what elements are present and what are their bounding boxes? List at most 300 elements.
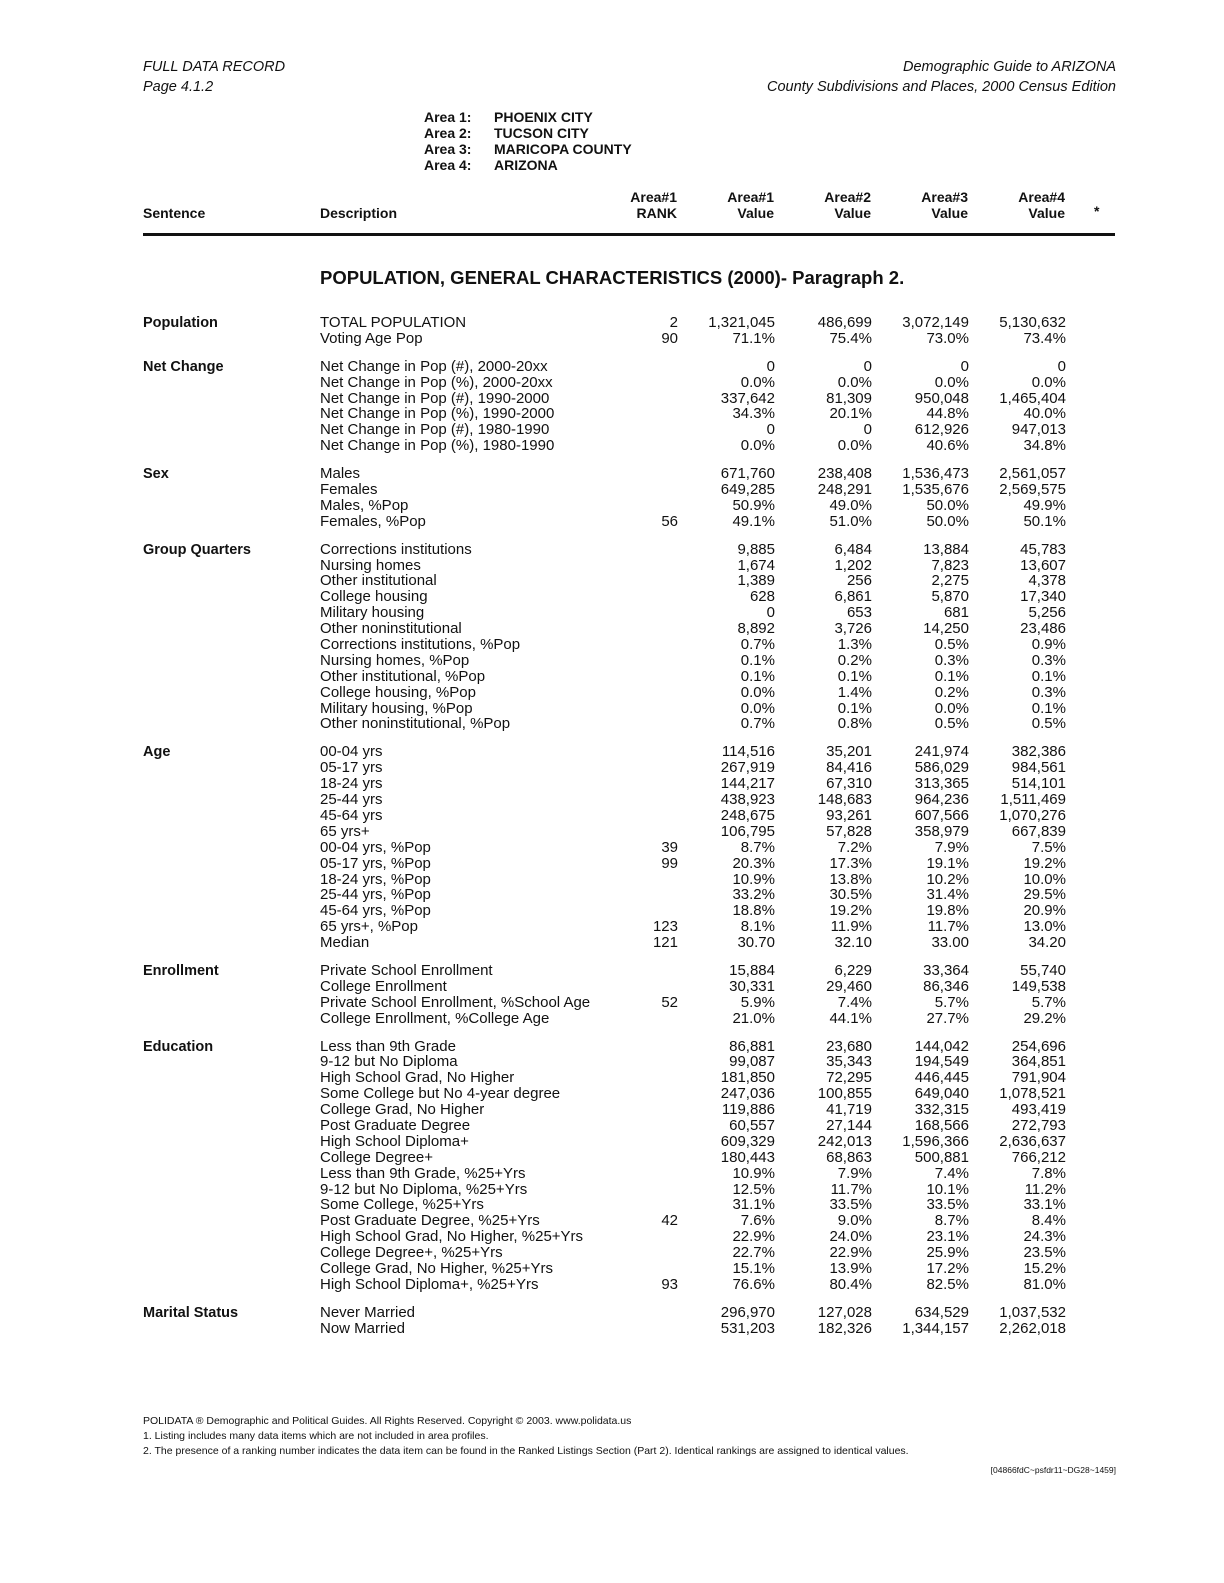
- row-area2-value: 1.3%: [837, 636, 872, 654]
- group-name: Enrollment: [143, 962, 219, 979]
- row-description: Some College, %25+Yrs: [320, 1196, 484, 1214]
- row-description: Net Change in Pop (#), 1980-1990: [320, 421, 550, 439]
- area-label: Area 1:: [424, 109, 472, 125]
- row-area1-value: 20.3%: [732, 854, 775, 872]
- row-area1-value: 106,795: [720, 822, 775, 840]
- row-area2-value: 6,861: [834, 588, 872, 606]
- row-description: High School Grad, No Higher: [320, 1069, 515, 1087]
- table-row: [0, 1245, 1224, 1261]
- table-row: [0, 824, 1224, 840]
- table-row: [0, 1321, 1224, 1337]
- row-rank: 2: [669, 314, 678, 331]
- row-description: Post Graduate Degree: [320, 1116, 471, 1134]
- row-area1-value: 119,886: [721, 1101, 775, 1119]
- guide-title: Demographic Guide to ARIZONA: [902, 59, 1116, 75]
- row-area2-value: 57,828: [826, 822, 872, 840]
- row-area4-value: 34.8%: [1023, 437, 1066, 455]
- row-area4-value: 0.3%: [1031, 683, 1066, 701]
- row-area3-value: 168,566: [914, 1116, 969, 1134]
- row-area4-value: 667,839: [1011, 822, 1066, 840]
- row-description: 25-44 yrs: [320, 791, 383, 809]
- row-area1-value: 0.1%: [740, 667, 775, 685]
- document-code: [04866fdC~psfdr11~DG28~1459]: [990, 1465, 1116, 1475]
- row-area2-value: 9.0%: [837, 1212, 872, 1230]
- row-area1-value: 50.9%: [732, 496, 775, 514]
- row-area2-value: 19.2%: [829, 902, 872, 920]
- row-area1-value: 0: [766, 357, 775, 375]
- row-area4-value: 4,378: [1028, 572, 1066, 590]
- row-area4-value: 493,419: [1011, 1101, 1066, 1119]
- row-description: Nursing homes, %Pop: [320, 651, 470, 669]
- row-area3-value: 13,884: [923, 540, 969, 558]
- table-row: [0, 701, 1224, 717]
- row-area1-value: 30.70: [737, 934, 775, 952]
- row-area3-value: 0.5%: [934, 715, 969, 733]
- table-row: [0, 1229, 1224, 1245]
- col-area3-bottom: Value: [931, 205, 968, 221]
- row-area1-value: 1,674: [737, 556, 775, 574]
- row-description: Corrections institutions: [320, 540, 472, 558]
- row-area4-value: 40.0%: [1023, 405, 1066, 423]
- area-label: Area 2:: [424, 125, 472, 141]
- row-area1-value: 0.1%: [740, 651, 775, 669]
- table-row: [0, 856, 1224, 872]
- row-area1-value: 296,970: [720, 1303, 775, 1321]
- row-area1-value: 671,760: [720, 465, 775, 483]
- row-area4-value: 0: [1057, 357, 1066, 375]
- table-row: [0, 995, 1224, 1011]
- table-row: [0, 685, 1224, 701]
- row-area2-value: 7.2%: [837, 838, 872, 856]
- row-description: Females, %Pop: [320, 512, 426, 530]
- row-area1-value: 1,321,045: [708, 314, 775, 331]
- row-area1-value: 9,885: [737, 540, 775, 558]
- row-area4-value: 0.1%: [1031, 699, 1066, 717]
- row-area1-value: 33.2%: [732, 886, 775, 904]
- row-area1-value: 0: [766, 604, 775, 622]
- section-title: POPULATION, GENERAL CHARACTERISTICS (2000)- Paragraph 2.: [320, 267, 905, 288]
- page-number: Page 4.1.2: [143, 79, 214, 95]
- row-area1-value: 18.8%: [732, 902, 775, 920]
- row-area4-value: 49.9%: [1023, 496, 1066, 514]
- row-area3-value: 144,042: [914, 1037, 969, 1055]
- data-group: [0, 466, 1224, 530]
- row-area1-value: 337,642: [720, 389, 775, 407]
- row-area2-value: 0.1%: [837, 667, 872, 685]
- row-area3-value: 634,529: [914, 1303, 969, 1321]
- row-area3-value: 332,315: [914, 1101, 969, 1119]
- row-description: College Degree+, %25+Yrs: [320, 1244, 503, 1262]
- row-area3-value: 0.1%: [934, 667, 969, 685]
- col-area2-top: Area#2: [824, 189, 871, 205]
- row-area1-value: 22.7%: [732, 1244, 775, 1262]
- row-rank: 121: [652, 934, 678, 952]
- row-area4-value: 0.5%: [1031, 715, 1066, 733]
- row-description: Other institutional, %Pop: [320, 667, 486, 685]
- row-area2-value: 238,408: [817, 465, 872, 483]
- table-row: [0, 1197, 1224, 1213]
- row-area3-value: 607,566: [914, 806, 969, 824]
- row-area1-value: 10.9%: [732, 1164, 775, 1182]
- row-area2-value: 33.5%: [829, 1196, 872, 1214]
- row-area2-value: 127,028: [817, 1303, 872, 1321]
- row-area2-value: 93,261: [826, 806, 872, 824]
- table-row: [0, 840, 1224, 856]
- row-area3-value: 11.7%: [927, 918, 969, 936]
- group-name: Education: [143, 1038, 214, 1055]
- row-area3-value: 0: [960, 357, 969, 375]
- row-area2-value: 32.10: [834, 934, 872, 952]
- row-area2-value: 248,291: [817, 481, 872, 499]
- row-area3-value: 681: [943, 604, 969, 622]
- row-area1-value: 86,881: [729, 1037, 775, 1055]
- row-description: Private School Enrollment, %School Age: [320, 993, 591, 1011]
- row-area2-value: 11.9%: [830, 918, 872, 936]
- footnote-1: 1. Listing includes many data items which are not included in area profiles.: [143, 1430, 489, 1442]
- row-area3-value: 1,536,473: [902, 465, 969, 483]
- row-area2-value: 35,201: [826, 743, 872, 761]
- row-area4-value: 254,696: [1011, 1037, 1066, 1055]
- row-area4-value: 55,740: [1020, 961, 1066, 979]
- row-rank: 93: [661, 1275, 678, 1293]
- row-area1-value: 99,087: [729, 1053, 775, 1071]
- row-area3-value: 358,979: [914, 822, 969, 840]
- row-area4-value: 1,078,521: [999, 1085, 1066, 1103]
- table-row: [0, 589, 1224, 605]
- page-header-right: [767, 57, 1116, 97]
- row-area2-value: 0.2%: [837, 651, 872, 669]
- row-area1-value: 15.1%: [732, 1259, 775, 1277]
- col-area1-top: Area#1: [727, 189, 774, 205]
- area-row: [424, 125, 632, 141]
- row-area2-value: 0.0%: [837, 373, 872, 391]
- row-area4-value: 23.5%: [1023, 1244, 1066, 1262]
- row-area2-value: 486,699: [817, 314, 872, 331]
- table-row: [0, 903, 1224, 919]
- row-area3-value: 7.9%: [934, 838, 969, 856]
- row-area3-value: 1,535,676: [902, 481, 969, 499]
- row-description: Other noninstitutional: [320, 620, 462, 638]
- table-row: [0, 558, 1224, 574]
- area-legend: [424, 109, 632, 173]
- row-area4-value: 1,465,404: [999, 389, 1066, 407]
- row-area3-value: 40.6%: [926, 437, 969, 455]
- row-description: Males, %Pop: [320, 496, 409, 514]
- row-area3-value: 33,364: [923, 961, 969, 979]
- row-area4-value: 1,511,469: [1000, 791, 1066, 809]
- row-area4-value: 382,386: [1011, 743, 1066, 761]
- table-row: [0, 1118, 1224, 1134]
- area-label: Area 4:: [424, 157, 472, 173]
- row-area2-value: 13.8%: [829, 870, 872, 888]
- row-area3-value: 950,048: [914, 389, 969, 407]
- row-area4-value: 8.4%: [1031, 1212, 1066, 1230]
- row-area2-value: 7.9%: [837, 1164, 872, 1182]
- row-area3-value: 2,275: [931, 572, 969, 590]
- table-row: [0, 1054, 1224, 1070]
- data-group: [0, 359, 1224, 454]
- row-area2-value: 35,343: [826, 1053, 872, 1071]
- row-area2-value: 80.4%: [829, 1275, 872, 1293]
- table-row: [0, 653, 1224, 669]
- row-area4-value: 11.2%: [1024, 1180, 1066, 1198]
- col-note-marker: *: [1094, 203, 1100, 219]
- guide-subtitle: County Subdivisions and Places, 2000 Census Edition: [766, 79, 1116, 95]
- row-area1-value: 22.9%: [732, 1228, 775, 1246]
- row-description: 00-04 yrs: [320, 743, 383, 761]
- row-area4-value: 5,256: [1028, 604, 1066, 622]
- row-area3-value: 31.4%: [926, 886, 969, 904]
- table-row: [0, 1166, 1224, 1182]
- table-row: [0, 637, 1224, 653]
- row-description: 05-17 yrs: [320, 759, 383, 777]
- table-row: [0, 1086, 1224, 1102]
- row-description: College Grad, No Higher: [320, 1101, 485, 1119]
- row-description: 05-17 yrs, %Pop: [320, 854, 431, 872]
- table-row: [0, 1150, 1224, 1166]
- row-area4-value: 5,130,632: [999, 314, 1066, 331]
- row-area4-value: 5.7%: [1031, 993, 1066, 1011]
- col-area3-top: Area#3: [921, 189, 968, 205]
- row-area4-value: 364,851: [1011, 1053, 1066, 1071]
- row-area3-value: 5,870: [931, 588, 969, 606]
- row-description: Military housing: [320, 604, 425, 622]
- row-description: 45-64 yrs, %Pop: [320, 902, 431, 920]
- table-row: [0, 1039, 1224, 1055]
- row-area4-value: 23,486: [1020, 620, 1066, 638]
- row-area3-value: 7,823: [931, 556, 969, 574]
- row-area2-value: 7.4%: [837, 993, 872, 1011]
- row-area2-value: 6,229: [834, 961, 872, 979]
- table-row: [0, 979, 1224, 995]
- table-row: [0, 466, 1224, 482]
- row-area3-value: 33.00: [931, 934, 969, 952]
- row-area3-value: 86,346: [923, 977, 969, 995]
- table-row: [0, 482, 1224, 498]
- row-area3-value: 23.1%: [926, 1228, 969, 1246]
- row-area3-value: 33.5%: [926, 1196, 969, 1214]
- row-description: 9-12 but No Diploma: [320, 1053, 458, 1071]
- row-area1-value: 438,923: [720, 791, 775, 809]
- row-area2-value: 81,309: [826, 389, 872, 407]
- row-area4-value: 29.5%: [1023, 886, 1066, 904]
- row-description: Net Change in Pop (#), 2000-20xx: [320, 357, 548, 375]
- row-area2-value: 20.1%: [829, 405, 872, 423]
- row-area1-value: 21.0%: [732, 1009, 775, 1027]
- row-area2-value: 84,416: [826, 759, 872, 777]
- row-area4-value: 7.5%: [1031, 838, 1066, 856]
- column-headers: [0, 189, 1224, 223]
- row-area2-value: 1.4%: [837, 683, 872, 701]
- row-description: Never Married: [320, 1303, 416, 1321]
- row-area4-value: 29.2%: [1023, 1009, 1066, 1027]
- row-area4-value: 33.1%: [1023, 1196, 1066, 1214]
- row-area3-value: 10.2%: [926, 870, 969, 888]
- row-area4-value: 984,561: [1011, 759, 1066, 777]
- row-area4-value: 13,607: [1020, 556, 1066, 574]
- col-rank-top: Area#1: [630, 189, 677, 205]
- row-area3-value: 14,250: [923, 620, 969, 638]
- row-area3-value: 25.9%: [926, 1244, 969, 1262]
- row-area4-value: 19.2%: [1023, 854, 1066, 872]
- table-row: [0, 1134, 1224, 1150]
- row-area1-value: 0.0%: [740, 437, 775, 455]
- row-description: Corrections institutions, %Pop: [320, 636, 521, 654]
- table-row: [0, 514, 1224, 530]
- row-area4-value: 272,793: [1011, 1116, 1066, 1134]
- row-area1-value: 609,329: [720, 1132, 775, 1150]
- row-area2-value: 0: [863, 357, 872, 375]
- row-description: 18-24 yrs, %Pop: [320, 870, 431, 888]
- copyright-note: POLIDATA ® Demographic and Political Guides. All Rights Reserved. Copyright © 2003. www.polidata.us: [143, 1415, 632, 1427]
- row-area4-value: 15.2%: [1023, 1259, 1066, 1277]
- row-area4-value: 0.9%: [1031, 636, 1066, 654]
- row-area1-value: 8,892: [737, 620, 775, 638]
- row-area2-value: 29,460: [826, 977, 872, 995]
- table-row: [0, 963, 1224, 979]
- table-row: [0, 605, 1224, 621]
- row-description: Other noninstitutional, %Pop: [320, 715, 511, 733]
- row-area1-value: 31.1%: [732, 1196, 775, 1214]
- row-area1-value: 34.3%: [732, 405, 775, 423]
- data-group: [0, 744, 1224, 951]
- row-area4-value: 2,636,637: [999, 1132, 1066, 1150]
- row-description: Net Change in Pop (%), 1980-1990: [320, 437, 555, 455]
- table-row: [0, 406, 1224, 422]
- row-description: 25-44 yrs, %Pop: [320, 886, 431, 904]
- table-row: [0, 1261, 1224, 1277]
- row-area3-value: 50.0%: [926, 512, 969, 530]
- row-area2-value: 13.9%: [829, 1259, 872, 1277]
- row-area1-value: 649,285: [720, 481, 775, 499]
- row-area1-value: 0.7%: [740, 636, 775, 654]
- data-group: [0, 315, 1224, 347]
- row-description: High School Grad, No Higher, %25+Yrs: [320, 1228, 584, 1246]
- row-description: Net Change in Pop (%), 1990-2000: [320, 405, 555, 423]
- row-description: 9-12 but No Diploma, %25+Yrs: [320, 1180, 528, 1198]
- row-area1-value: 8.1%: [740, 918, 775, 936]
- row-area4-value: 34.20: [1028, 934, 1066, 952]
- row-rank: 52: [661, 993, 678, 1011]
- row-area1-value: 7.6%: [740, 1212, 775, 1230]
- row-area1-value: 531,203: [720, 1319, 775, 1337]
- row-area4-value: 24.3%: [1023, 1228, 1066, 1246]
- row-area3-value: 194,549: [914, 1053, 969, 1071]
- row-area3-value: 5.7%: [934, 993, 969, 1011]
- row-area2-value: 49.0%: [829, 496, 872, 514]
- table-row: [0, 808, 1224, 824]
- row-area3-value: 649,040: [914, 1085, 969, 1103]
- row-area1-value: 247,036: [720, 1085, 775, 1103]
- table-row: [0, 792, 1224, 808]
- row-area1-value: 144,217: [720, 775, 775, 793]
- row-description: Some College but No 4-year degree: [320, 1085, 561, 1103]
- row-area2-value: 0.8%: [837, 715, 872, 733]
- row-area3-value: 82.5%: [926, 1275, 969, 1293]
- row-area2-value: 41,719: [826, 1101, 872, 1119]
- row-area1-value: 0.7%: [740, 715, 775, 733]
- table-row: [0, 887, 1224, 903]
- row-description: Net Change in Pop (%), 2000-20xx: [320, 373, 553, 391]
- table-row: [0, 1213, 1224, 1229]
- row-area4-value: 7.8%: [1031, 1164, 1066, 1182]
- row-rank: 42: [661, 1212, 678, 1230]
- table-row: [0, 1102, 1224, 1118]
- row-area1-value: 10.9%: [732, 870, 775, 888]
- row-area3-value: 0.2%: [934, 683, 969, 701]
- row-area4-value: 1,037,532: [999, 1303, 1066, 1321]
- row-area2-value: 0: [863, 421, 872, 439]
- col-area2-bottom: Value: [834, 205, 871, 221]
- table-row: [0, 872, 1224, 888]
- row-area3-value: 7.4%: [934, 1164, 969, 1182]
- row-area2-value: 256: [846, 572, 872, 590]
- row-area2-value: 100,855: [817, 1085, 872, 1103]
- row-description: Less than 9th Grade: [320, 1037, 456, 1055]
- row-description: College housing: [320, 588, 428, 606]
- row-area1-value: 248,675: [720, 806, 775, 824]
- row-description: Males: [320, 465, 361, 483]
- col-area1-bottom: Value: [737, 205, 774, 221]
- row-area1-value: 0: [766, 421, 775, 439]
- row-rank: 123: [652, 918, 678, 936]
- row-rank: 39: [661, 838, 678, 856]
- col-area4-bottom: Value: [1028, 205, 1065, 221]
- table-row: [0, 1070, 1224, 1086]
- row-area4-value: 514,101: [1011, 775, 1066, 793]
- row-area2-value: 182,326: [817, 1319, 872, 1337]
- header-rule: [143, 233, 1115, 236]
- row-description: College Grad, No Higher, %25+Yrs: [320, 1259, 554, 1277]
- row-area2-value: 11.7%: [830, 1180, 872, 1198]
- row-area4-value: 13.0%: [1023, 918, 1066, 936]
- row-area4-value: 149,538: [1011, 977, 1066, 995]
- table-row: [0, 438, 1224, 454]
- row-area4-value: 2,561,057: [999, 465, 1066, 483]
- data-group: [0, 963, 1224, 1027]
- row-area4-value: 1,070,276: [999, 806, 1066, 824]
- row-area1-value: 114,516: [721, 743, 775, 761]
- row-description: 45-64 yrs: [320, 806, 383, 824]
- area-row: [424, 109, 632, 125]
- row-area4-value: 81.0%: [1023, 1275, 1066, 1293]
- col-description: Description: [320, 205, 398, 221]
- row-area1-value: 267,919: [720, 759, 775, 777]
- table-row: [0, 1305, 1224, 1321]
- row-area1-value: 12.5%: [732, 1180, 775, 1198]
- row-area3-value: 8.7%: [934, 1212, 969, 1230]
- row-area1-value: 71.1%: [732, 329, 775, 347]
- row-description: College Enrollment, %College Age: [320, 1009, 550, 1027]
- row-description: Other institutional: [320, 572, 437, 590]
- footer-notes: [143, 1414, 1115, 1459]
- table-row: [0, 331, 1224, 347]
- table-row: [0, 621, 1224, 637]
- row-area2-value: 44.1%: [829, 1009, 872, 1027]
- row-description: Military housing, %Pop: [320, 699, 473, 717]
- row-area4-value: 2,262,018: [999, 1319, 1066, 1337]
- area-label: Area 3:: [424, 141, 472, 157]
- row-area2-value: 30.5%: [829, 886, 872, 904]
- row-area2-value: 23,680: [826, 1037, 872, 1055]
- row-area1-value: 1,389: [737, 572, 775, 590]
- row-area4-value: 2,569,575: [999, 481, 1066, 499]
- row-area2-value: 68,863: [826, 1148, 872, 1166]
- area-name: MARICOPA COUNTY: [494, 141, 632, 157]
- row-area2-value: 148,683: [817, 791, 872, 809]
- record-type: FULL DATA RECORD: [143, 59, 286, 75]
- row-description: Nursing homes: [320, 556, 421, 574]
